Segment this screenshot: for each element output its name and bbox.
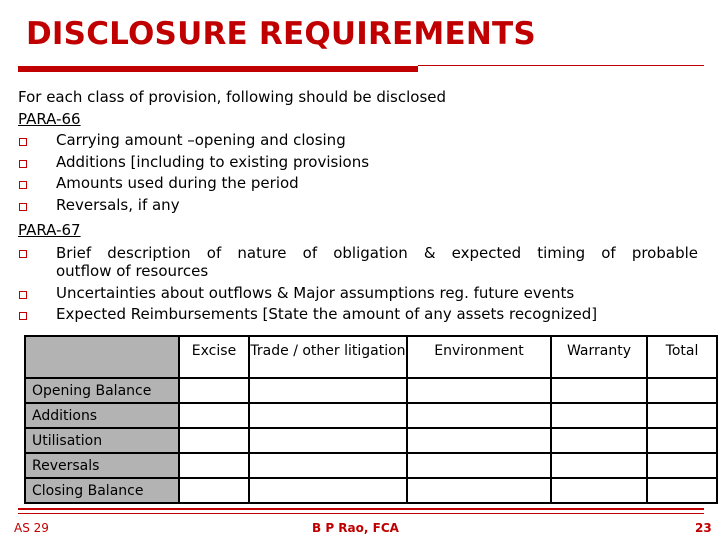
provisions-table [24,335,718,504]
table-cell [407,453,551,478]
table-row [25,403,717,428]
table-cell [647,453,717,478]
table-cell [249,478,407,503]
footer-rule-thick [18,508,704,510]
footer-author: B P Rao, FCA [312,521,399,535]
table-cell [249,403,407,428]
table-row [25,428,717,453]
table-cell [249,378,407,403]
footer-standard-label: AS 29 [14,521,49,535]
table-row [25,453,717,478]
square-bullet-icon [19,312,27,320]
footer-rule-thin [18,513,704,514]
table-row [25,378,717,403]
table-cell [249,453,407,478]
table-cell [179,428,249,453]
table-cell [647,378,717,403]
table-row [25,478,717,503]
para67-heading: PARA-67 [18,221,81,239]
table-cell [647,428,717,453]
title-underline-thin [418,65,704,66]
table-cell [551,403,647,428]
square-bullet-icon [19,160,27,168]
column-header-total: Total [647,336,717,378]
list-item: Uncertainties about outflows & Major assumptions reg. future events [18,283,698,305]
list-item: Amounts used during the period [18,173,698,195]
list-item: Brief description of nature of obligation & expected timing of probable [18,242,698,262]
table-cell [551,428,647,453]
list-item: Expected Reimbursements [State the amount of any assets recognized] [18,304,698,326]
column-header-excise: Excise [179,336,249,378]
table-header-row [25,336,717,378]
row-label-closing-balance: Closing Balance [25,478,179,503]
row-label-additions: Additions [25,403,179,428]
list-item: Reversals, if any [18,195,698,217]
row-label-utilisation: Utilisation [25,428,179,453]
table-cell [407,378,551,403]
list-item: Carrying amount –opening and closing [18,130,698,152]
para66-heading: PARA-66 [18,109,81,128]
row-label-opening-balance: Opening Balance [25,378,179,403]
column-header-environment: Environment [407,336,551,378]
square-bullet-icon [19,203,27,211]
table-cell [179,378,249,403]
table-cell [407,428,551,453]
table-cell [179,453,249,478]
table-cell [179,478,249,503]
table-cell [249,428,407,453]
list-item: Additions [including to existing provisions [18,152,698,174]
title-underline-thick [18,66,418,72]
square-bullet-icon [19,250,27,258]
column-header-litigation: Trade / other litigation [249,336,407,378]
row-label-reversals: Reversals [25,453,179,478]
table-cell [551,378,647,403]
table-cell [551,478,647,503]
square-bullet-icon [19,291,27,299]
square-bullet-icon [19,181,27,189]
table-corner-cell [25,336,179,378]
table-cell [407,403,551,428]
table-cell [647,403,717,428]
table-cell [551,453,647,478]
page-title: DISCLOSURE REQUIREMENTS [26,16,536,52]
square-bullet-icon [19,138,27,146]
table-cell [179,403,249,428]
table-cell [407,478,551,503]
page-number: 23 [695,521,712,535]
column-header-warranty: Warranty [551,336,647,378]
list-item-continuation: outflow of resources [56,261,209,280]
disclosure-body [18,87,698,326]
intro-text: For each class of provision, following should be disclosed [18,88,447,106]
table-cell [647,478,717,503]
